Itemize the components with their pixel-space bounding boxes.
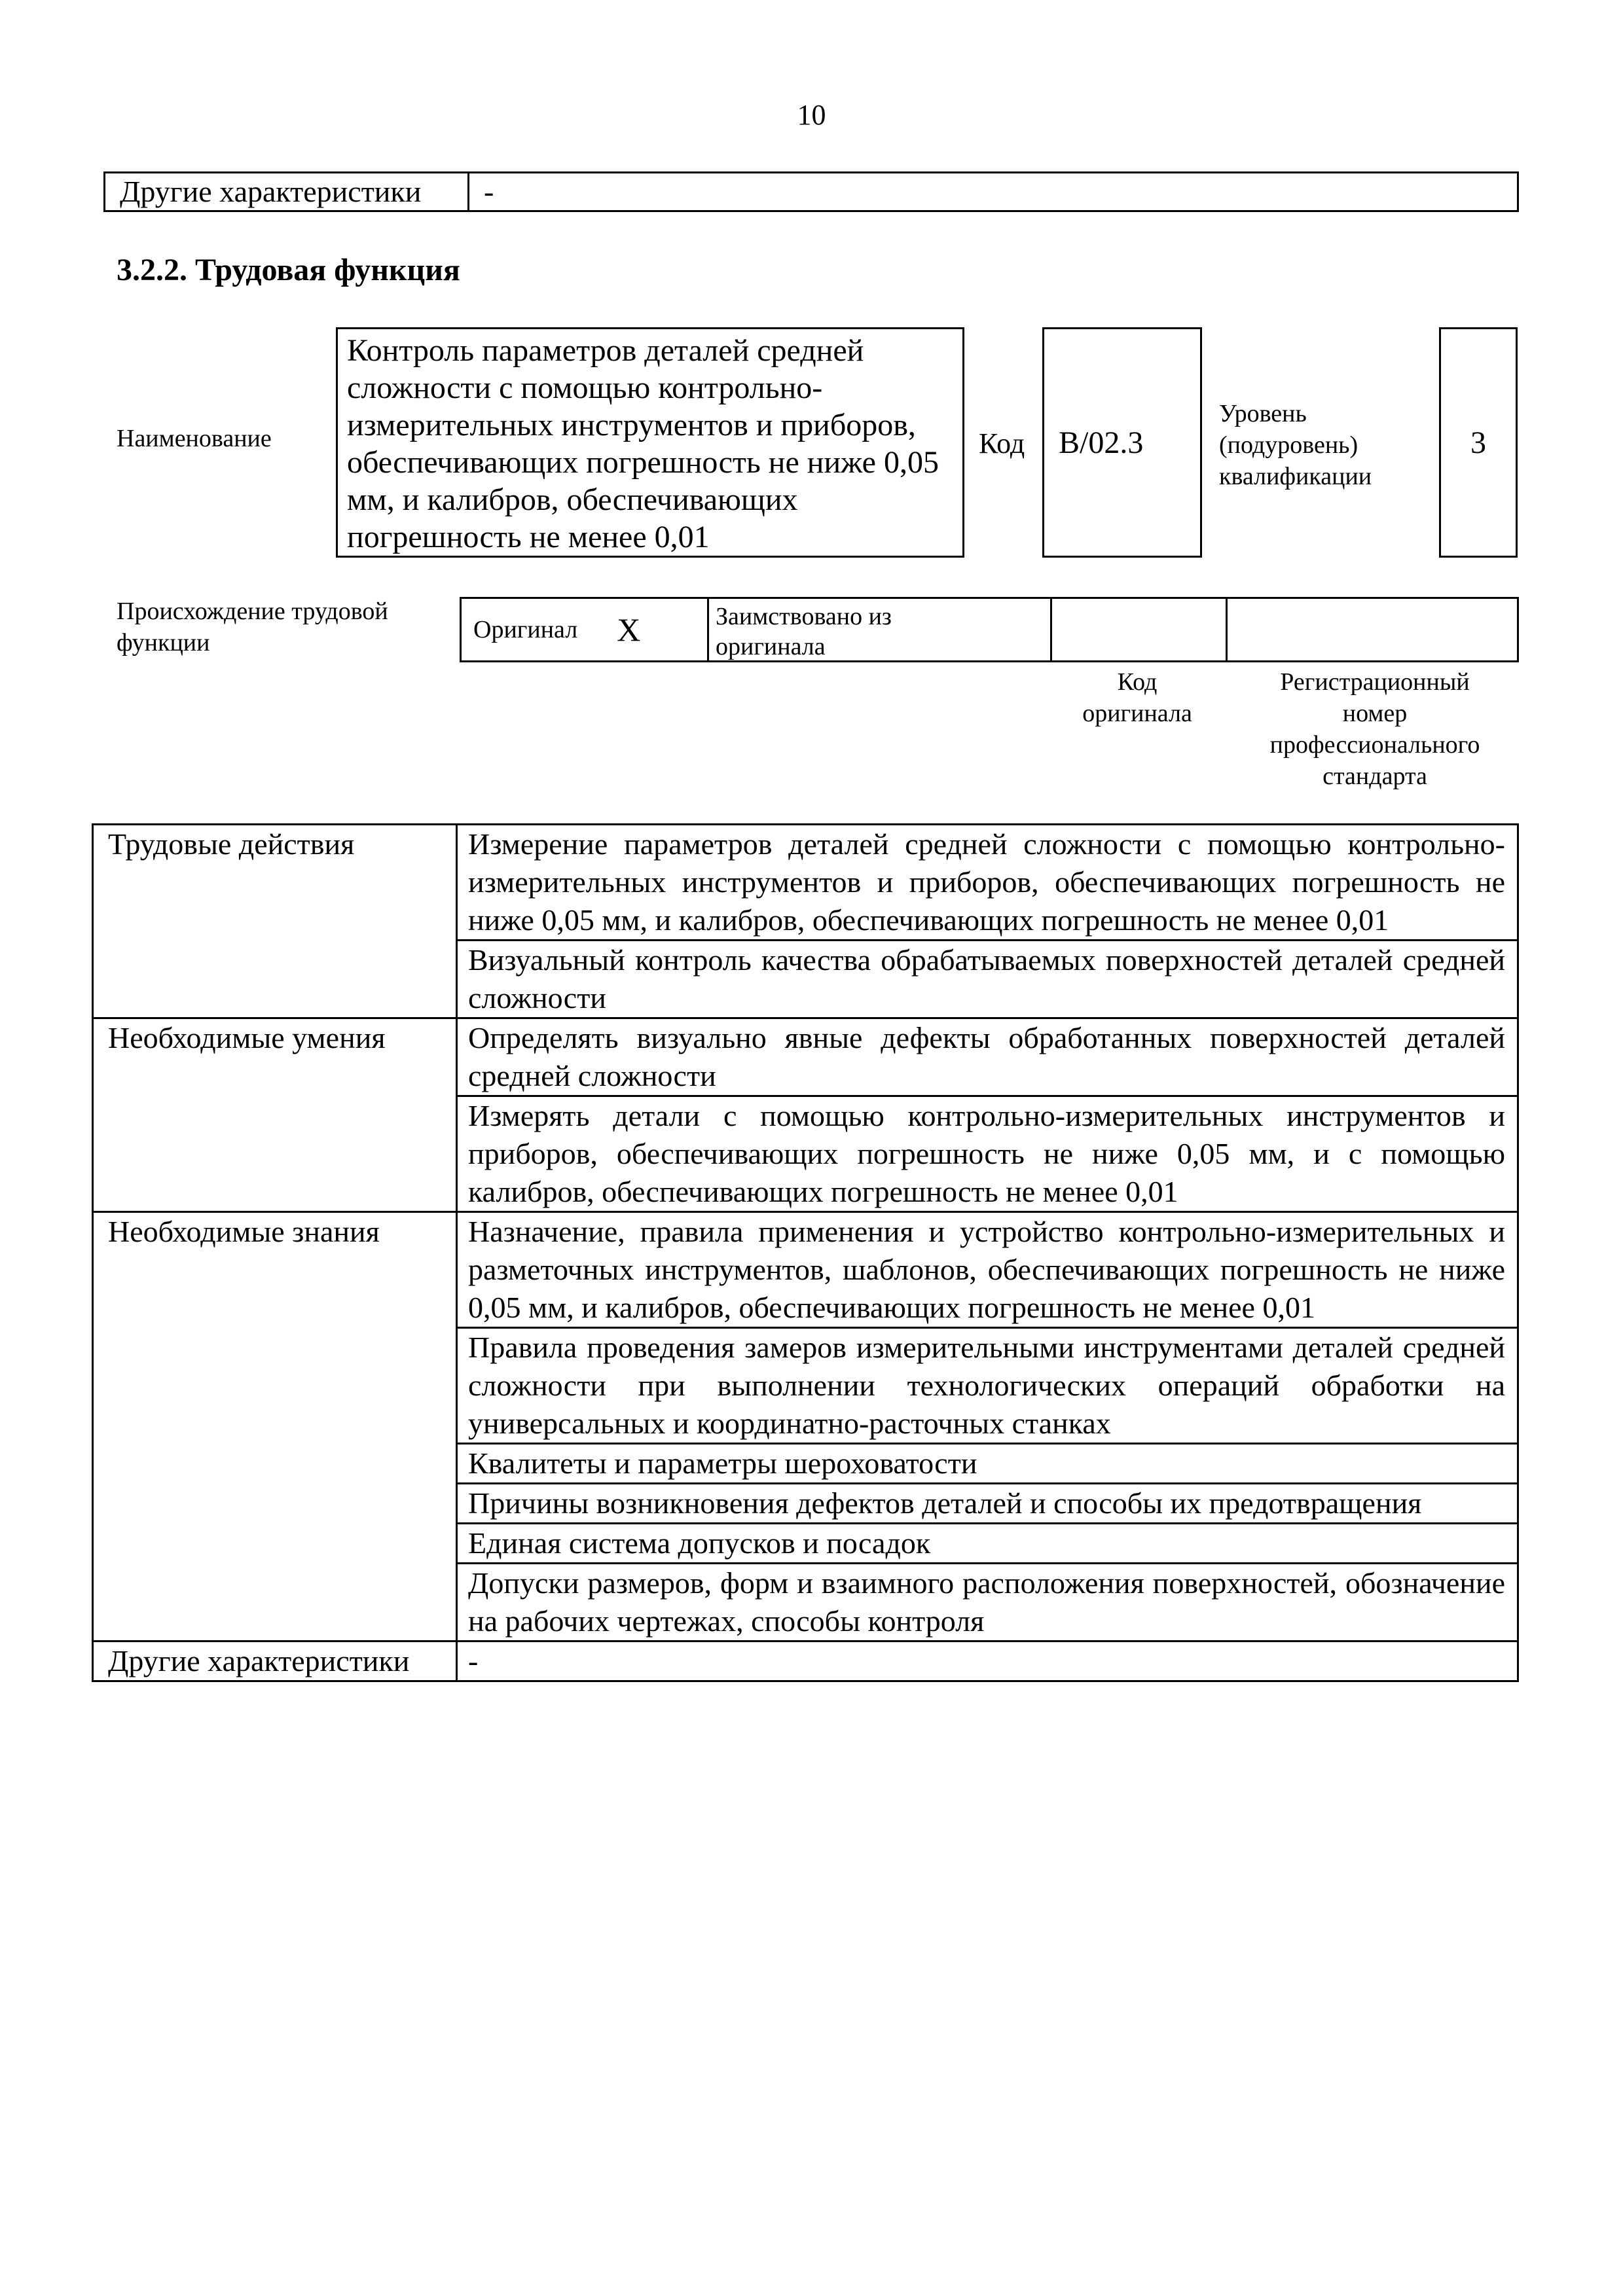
origin-table	[460, 597, 1519, 662]
table-cell: Измерять детали с помощью контрольно-измерительных инструментов и приборов, обеспечивающих погрешность не ниже 0,05 мм, и с помощью калибров, обеспечивающих погрешность не менее 0,01	[457, 1096, 1518, 1212]
level-label	[1219, 398, 1372, 492]
level-label-line: Уровень	[1219, 400, 1307, 427]
knowledge-label: Необходимые знания	[93, 1212, 457, 1641]
registration-number-cell	[1228, 599, 1517, 660]
borrowed-cell	[709, 599, 1052, 660]
original-cell	[462, 599, 709, 660]
section-title: 3.2.2. Трудовая функция	[117, 253, 460, 287]
skills-label: Необходимые умения	[93, 1018, 457, 1212]
table-row	[93, 825, 1518, 941]
original-label: Оригинал	[473, 616, 578, 643]
other-label: Другие характеристики	[93, 1641, 457, 1681]
name-label: Наименование	[117, 425, 272, 452]
table-cell: Допуски размеров, форм и взаимного расположения поверхностей, обозначение на рабочих чертежах, способы контроля	[457, 1564, 1518, 1641]
caption-line: Код	[1117, 668, 1158, 696]
original-mark: X	[617, 611, 641, 648]
borrowed-label-line: Заимствовано из	[716, 603, 892, 630]
table-row	[93, 1018, 1518, 1096]
borrowed-label-line: оригинала	[716, 633, 826, 660]
table-row	[93, 1212, 1518, 1328]
table-cell: Правила проведения замеров измерительными инструментами деталей средней сложности при выполнении технологических операций обработки на универсальных и координатно-расточных станках	[457, 1328, 1518, 1444]
table-cell: Квалитеты и параметры шероховатости	[457, 1444, 1518, 1484]
caption-original-code	[1055, 666, 1219, 729]
other-characteristics-label: Другие характеристики	[105, 173, 469, 210]
caption-line: профессионального	[1269, 731, 1480, 759]
table-cell: Визуальный контроль качества обрабатываемых поверхностей деталей средней сложности	[457, 941, 1518, 1018]
level-label-line: (подуровень)	[1219, 431, 1359, 459]
table-cell: Причины возникновения дефектов деталей и способы их предотвращения	[457, 1484, 1518, 1524]
table-row	[93, 1641, 1518, 1681]
function-name-box: Контроль параметров деталей средней сложности с помощью контрольно-измерительных инструментов и приборов, обеспечивающих погрешность не ниже 0,05 мм, и калибров, обеспечивающих погрешность не менее 0,01	[336, 327, 964, 558]
origin-label-line: функции	[117, 629, 210, 656]
caption-registration-number	[1244, 666, 1506, 792]
code-value-box: В/02.3	[1042, 327, 1202, 558]
labor-actions-label: Трудовые действия	[93, 825, 457, 1018]
origin-label	[117, 596, 388, 658]
table-cell: Измерение параметров деталей средней сложности с помощью контрольно-измерительных инструментов и приборов, обеспечивающих погрешность не ниже 0,05 мм, и калибров, обеспечивающих погрешность не менее 0,01	[457, 825, 1518, 941]
caption-line: номер	[1342, 700, 1408, 727]
caption-line: оригинала	[1082, 700, 1192, 727]
caption-line: стандарта	[1322, 762, 1427, 790]
level-label-line: квалификации	[1219, 463, 1372, 490]
table-cell: -	[457, 1641, 1518, 1681]
original-code-cell	[1052, 599, 1228, 660]
page-number: 10	[797, 99, 826, 131]
caption-line: Регистрационный	[1280, 668, 1470, 696]
other-characteristics-strip	[103, 171, 1519, 212]
other-characteristics-value: -	[484, 175, 494, 208]
code-label: Код	[979, 427, 1025, 459]
table-cell: Единая система допусков и посадок	[457, 1524, 1518, 1564]
table-cell: Определять визуально явные дефекты обработанных поверхностей деталей средней сложности	[457, 1018, 1518, 1096]
origin-label-line: Происхождение трудовой	[117, 598, 388, 625]
function-details-table	[92, 823, 1519, 1682]
level-value-box: 3	[1439, 327, 1518, 558]
table-cell: Назначение, правила применения и устройство контрольно-измерительных и разметочных инструментов, шаблонов, обеспечивающих погрешность не ниже 0,05 мм, и калибров, обеспечивающих погрешность не менее 0,01	[457, 1212, 1518, 1328]
